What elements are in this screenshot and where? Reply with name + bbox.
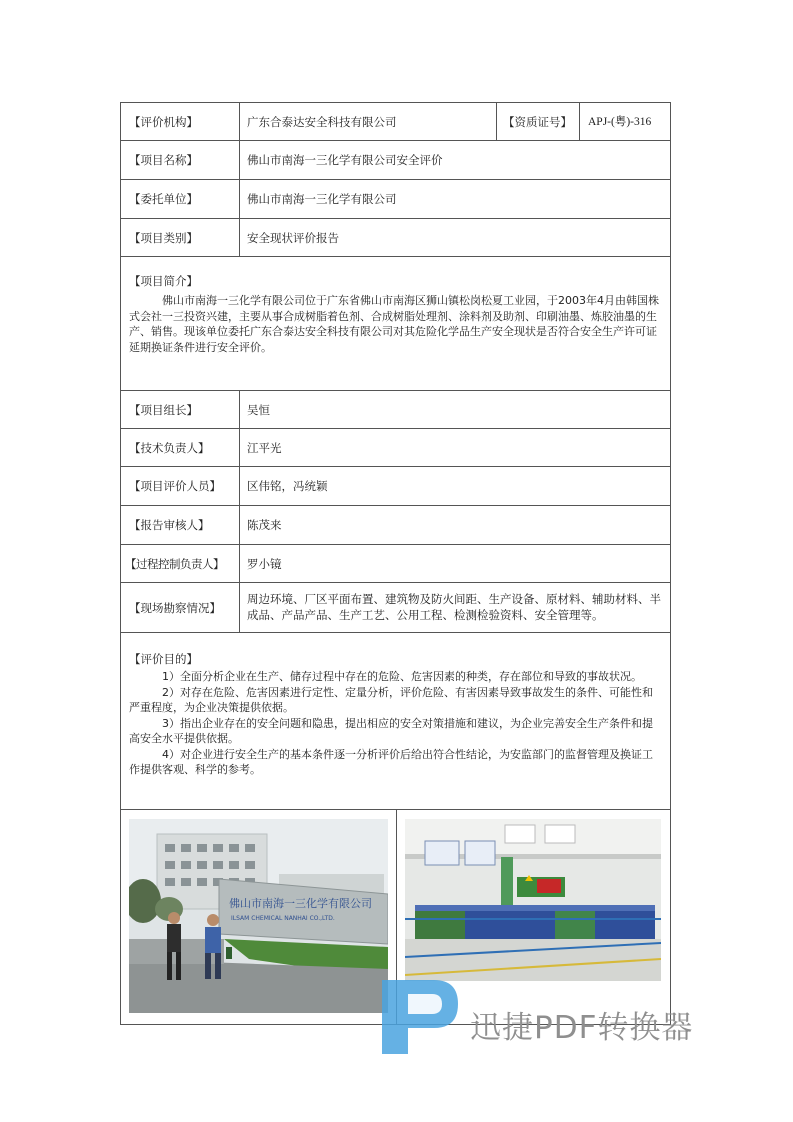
row-site-survey [120, 583, 671, 633]
entrance-sign-cn: 佛山市南海一三化学有限公司 [229, 897, 372, 910]
project-name-value: 佛山市南海一三化学有限公司安全评价 [247, 153, 443, 167]
entrance-photo-image [129, 819, 388, 1013]
row-tech-lead [120, 429, 671, 467]
purpose-block [120, 633, 671, 810]
project-intro-block [120, 257, 671, 391]
evaluators-label: 【项目评价人员】 [121, 467, 240, 505]
survey-value: 周边环境、厂区平面布置、建筑物及防火间距、生产设备、原材料、辅助材料、半成品、产品产品、生产工艺、公用工程、检测检验资料、安全管理等。 [247, 592, 661, 622]
tech-value: 江平光 [247, 441, 282, 455]
entrance-sign-en: ILSAM CHEMICAL NANHAI CO.,LTD. [231, 915, 335, 922]
evaluators-value: 区伟铭，冯统颖 [247, 479, 328, 493]
row-evaluators [120, 467, 671, 506]
purpose-item-2: 2）对存在危险、危害因素进行定性、定量分析，评价危险、有害因素导致事故发生的条件、可能性和严重程度，为企业决策提供依据。 [129, 685, 653, 714]
row-reviewer [120, 506, 671, 545]
watermark-logo [378, 974, 738, 1058]
site-photo-warehouse [405, 819, 661, 981]
tech-label: 【技术负责人】 [121, 429, 240, 466]
purpose-item-4: 4）对企业进行安全生产的基本条件逐一分析评价后给出符合性结论，为安监部门的监督管理及换证工作提供客观、科学的参考。 [129, 747, 653, 776]
row-client [120, 180, 671, 219]
reviewer-value: 陈茂来 [247, 518, 282, 532]
client-value: 佛山市南海一三化学有限公司 [247, 192, 397, 206]
warehouse-photo-image [405, 819, 661, 981]
process-label: 【过程控制负责人】 [121, 545, 240, 582]
leader-label: 【项目组长】 [121, 391, 240, 428]
intro-text: 佛山市南海一三化学有限公司位于广东省佛山市南海区狮山镇松岗松夏工业园，于2003年4月由韩国株式会社一三投资兴建，主要从事合成树脂着色剂、合成树脂处理剂、涂料剂及助剂、印刷油墨、炼胶油墨的生产、销售。现该单位委托广东合泰达安全科技有限公司对其危险化学品生产安全现状是否符合安全生产许可证延期换证条件进行安全评价。 [129, 294, 659, 354]
row-organization [120, 102, 671, 141]
row-leader [120, 391, 671, 429]
project-name-label: 【项目名称】 [121, 141, 240, 179]
evaluation-sheet [120, 102, 673, 1025]
reviewer-label: 【报告审核人】 [121, 506, 240, 544]
row-category [120, 219, 671, 257]
client-label: 【委托单位】 [121, 180, 240, 218]
row-process-control [120, 545, 671, 583]
category-label: 【项目类别】 [121, 219, 240, 256]
purpose-body [129, 669, 662, 778]
survey-label: 【现场勘察情况】 [121, 583, 240, 632]
org-value: 广东合泰达安全科技有限公司 [240, 103, 497, 140]
pdf-converter-logo-icon [378, 974, 462, 1058]
watermark-text: 迅捷PDF转换器 [470, 1010, 694, 1046]
category-value: 安全现状评价报告 [247, 231, 339, 245]
cert-value: APJ-(粤)-316 [588, 116, 652, 128]
leader-value: 吴恒 [247, 403, 270, 417]
site-photo-entrance [129, 819, 388, 1013]
intro-title: 【项目简介】 [129, 274, 198, 288]
process-value: 罗小镜 [247, 557, 282, 571]
intro-body [129, 293, 662, 355]
purpose-title: 【评价目的】 [129, 652, 198, 666]
org-label: 【评价机构】 [121, 103, 240, 140]
purpose-item-3: 3）指出企业存在的安全问题和隐患，提出相应的安全对策措施和建议，为企业完善安全生产条件和提高安全水平提供依据。 [129, 716, 653, 745]
purpose-item-1: 1）全面分析企业在生产、储存过程中存在的危险、危害因素的种类，存在部位和导致的事故状况。 [162, 670, 642, 683]
cert-label: 【资质证号】 [497, 103, 580, 140]
row-project-name [120, 141, 671, 180]
